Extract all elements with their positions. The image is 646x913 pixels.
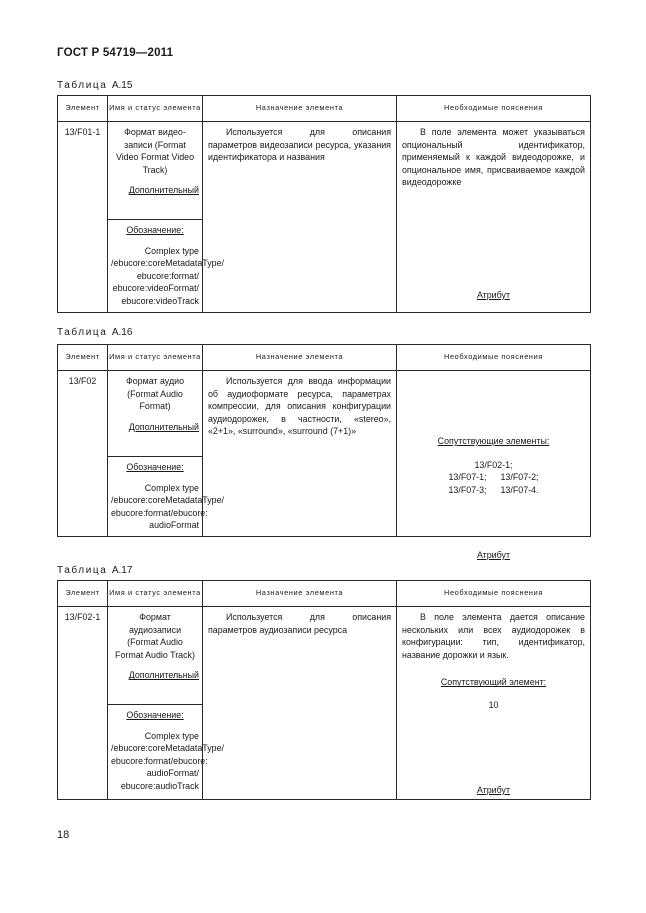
- designation-code: Complex type /ebucore:coreMetadataType/ ebucore:format/ ebucore:videoFormat/ ebucore:videoTrack: [111, 245, 224, 306]
- related-label: Сопутствующий элемент:: [440, 677, 547, 688]
- table-caption-a17: [57, 565, 132, 576]
- designation-cell: [108, 705, 224, 800]
- caption-prefix: Таблица: [57, 565, 108, 576]
- designation-code: Complex type /ebucore:coreMetadataType/ ebucore:format/ebucore: audioFormat/ ebucore:audioTrack: [111, 730, 224, 791]
- related-code: 13/F07-4.: [500, 484, 539, 495]
- element-id: 13/F02: [58, 371, 108, 537]
- related-code: 13/F07-1;: [448, 472, 487, 483]
- element-purpose: [203, 371, 397, 537]
- column-header-notes: Необходимые пояснения: [397, 581, 591, 607]
- element-purpose: [203, 122, 397, 313]
- purpose-text: Используется для ввода информации об аудиоформате ресурса, параметрах компрессии, для описания конфигурации аудиодорожек, в частности, «stereo», «2+1», «surround», «surround (7+1)»: [208, 376, 391, 437]
- column-header-notes: Необходимые пояснения: [397, 96, 591, 122]
- related-code: 10: [488, 699, 499, 710]
- caption-number: А.17: [111, 565, 133, 576]
- table-a16: [57, 344, 591, 560]
- element-name: Формат аудио (Format Audio Format): [125, 376, 185, 412]
- column-header-name-status: Имя и статус элемента: [108, 581, 203, 607]
- element-name: Формат аудиозаписи (Format Audio Format Audio Track): [115, 612, 195, 660]
- element-id: 13/F01-1: [58, 122, 108, 313]
- column-header-name-status: Имя и статус элемента: [108, 96, 203, 122]
- designation-code: Complex type /ebucore:coreMetadataType/ ebucore:format/ebucore: audioFormat: [111, 482, 224, 531]
- designation-cell: [108, 457, 224, 537]
- caption-number: А.15: [111, 80, 133, 91]
- caption-number: А.16: [111, 327, 133, 338]
- element-purpose: [203, 607, 397, 800]
- related-codes: [402, 459, 585, 497]
- column-header-element: Элемент: [58, 345, 108, 371]
- designation-label: Обозначение:: [126, 462, 184, 472]
- element-status: Дополнительный: [128, 421, 199, 432]
- notes-text: В поле элемента может указываться опциональный идентификатор, применяемый к каждой видеодорожке, и опциональное имя, присваиваемое каждой видеодорожке: [402, 127, 585, 188]
- attribute-label: Атрибут: [476, 550, 511, 560]
- column-header-element: Элемент: [58, 96, 108, 122]
- element-id: 13/F02-1: [58, 607, 108, 800]
- element-name: Формат видео- записи (Format Video Format Video Track): [115, 127, 195, 175]
- column-header-purpose: Назначение элемента: [203, 96, 397, 122]
- related-code: 13/F02-1;: [474, 459, 513, 470]
- column-header-purpose: Назначение элемента: [203, 581, 397, 607]
- element-notes: [397, 371, 591, 560]
- element-notes: [397, 122, 591, 313]
- related-code: 13/F07-2;: [500, 472, 539, 483]
- table-a15: [57, 95, 591, 313]
- column-header-purpose: Назначение элемента: [203, 345, 397, 371]
- standard-header: ГОСТ Р 54719—2011: [57, 47, 174, 59]
- table-caption-a15: [57, 80, 132, 91]
- caption-prefix: Таблица: [57, 80, 108, 91]
- element-status: Дополнительный: [128, 670, 199, 681]
- notes-text: В поле элемента дается описание нескольких или всех аудиодорожек в конфигурации: тип, идентификатор, название дорожки и язык.: [402, 612, 585, 660]
- element-status: Дополнительный: [128, 185, 199, 196]
- attribute-label: Атрибут: [476, 785, 511, 795]
- page-number: 18: [57, 829, 70, 841]
- designation-cell: [108, 220, 224, 313]
- element-name-cell: [108, 122, 203, 220]
- designation-label: Обозначение:: [126, 710, 184, 720]
- element-notes: [397, 607, 591, 800]
- caption-prefix: Таблица: [57, 327, 108, 338]
- designation-label: Обозначение:: [126, 225, 184, 235]
- attribute-label: Атрибут: [476, 290, 511, 300]
- purpose-text: Используется для описания параметров видеозаписи ресурса, указания идентификатора и названия: [208, 127, 391, 163]
- column-header-name-status: Имя и статус элемента: [108, 345, 203, 371]
- purpose-text: Используется для описания параметров аудиозаписи ресурса: [208, 612, 391, 635]
- column-header-notes: Необходимые пояснения: [397, 345, 591, 371]
- column-header-element: Элемент: [58, 581, 108, 607]
- element-name-cell: [108, 607, 203, 705]
- table-a17: [57, 580, 591, 800]
- element-name-cell: [108, 371, 203, 457]
- table-caption-a16: [57, 327, 132, 338]
- related-code: 13/F07-3;: [448, 484, 487, 495]
- related-label: Сопутствующие элементы:: [437, 436, 550, 446]
